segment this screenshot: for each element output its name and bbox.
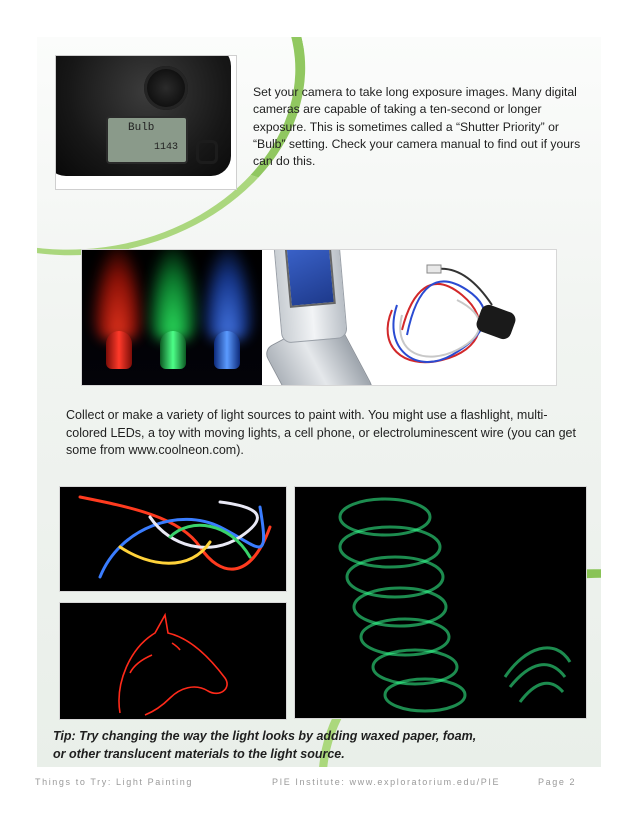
camera-lcd xyxy=(106,116,188,164)
green-led-bulb xyxy=(160,331,186,369)
light-painting-horse-photo xyxy=(60,603,286,719)
green-led-glow xyxy=(147,250,199,340)
red-led-bulb xyxy=(106,331,132,369)
camera-photo xyxy=(55,55,237,190)
el-wire-image xyxy=(372,250,556,385)
camera-lcd-mode: Bulb xyxy=(128,122,155,134)
horse-head-drawing xyxy=(60,603,286,719)
paragraph-light-sources: Collect or make a variety of light sources to paint with. You might use a flashlight, multi-colored LEDs, a toy with moving lights, a cell phone, or electroluminescent wire (you can get some from www.coolneon.com). xyxy=(66,408,576,457)
footer-page-number: Page 2 xyxy=(538,777,577,787)
light-trails-image xyxy=(60,487,286,591)
red-led-glow xyxy=(92,250,144,340)
camera-dial-icon xyxy=(144,66,188,110)
tip-text: Tip: Try changing the way the light looks by adding waxed paper, foam, or other translucent materials to the light source. xyxy=(53,729,477,761)
cell-phone-screen xyxy=(285,250,336,308)
light-sources-photo xyxy=(82,250,556,385)
camera-strap-lug xyxy=(196,140,218,164)
paragraph-camera: Set your camera to take long exposure images. Many digital cameras are capable of taking a ten-second or longer exposure. This is sometimes called a “Shutter Priority” or “Bulb” setting. Check your camera manual to find out if yours can do this. xyxy=(253,85,581,169)
blue-led-glow xyxy=(202,250,254,340)
camera-lcd-readout: 1143 xyxy=(154,142,179,153)
cell-phone xyxy=(272,250,348,344)
green-spiral-trails-image xyxy=(295,487,586,718)
footer-website: PIE Institute: www.exploratorium.edu/PIE xyxy=(272,777,501,787)
leds-image xyxy=(82,250,262,385)
light-painting-scribble-photo xyxy=(60,487,286,591)
blue-led-bulb xyxy=(214,331,240,369)
footer-title: Things to Try: Light Painting xyxy=(35,777,193,787)
light-painting-spiral-photo xyxy=(295,487,586,718)
